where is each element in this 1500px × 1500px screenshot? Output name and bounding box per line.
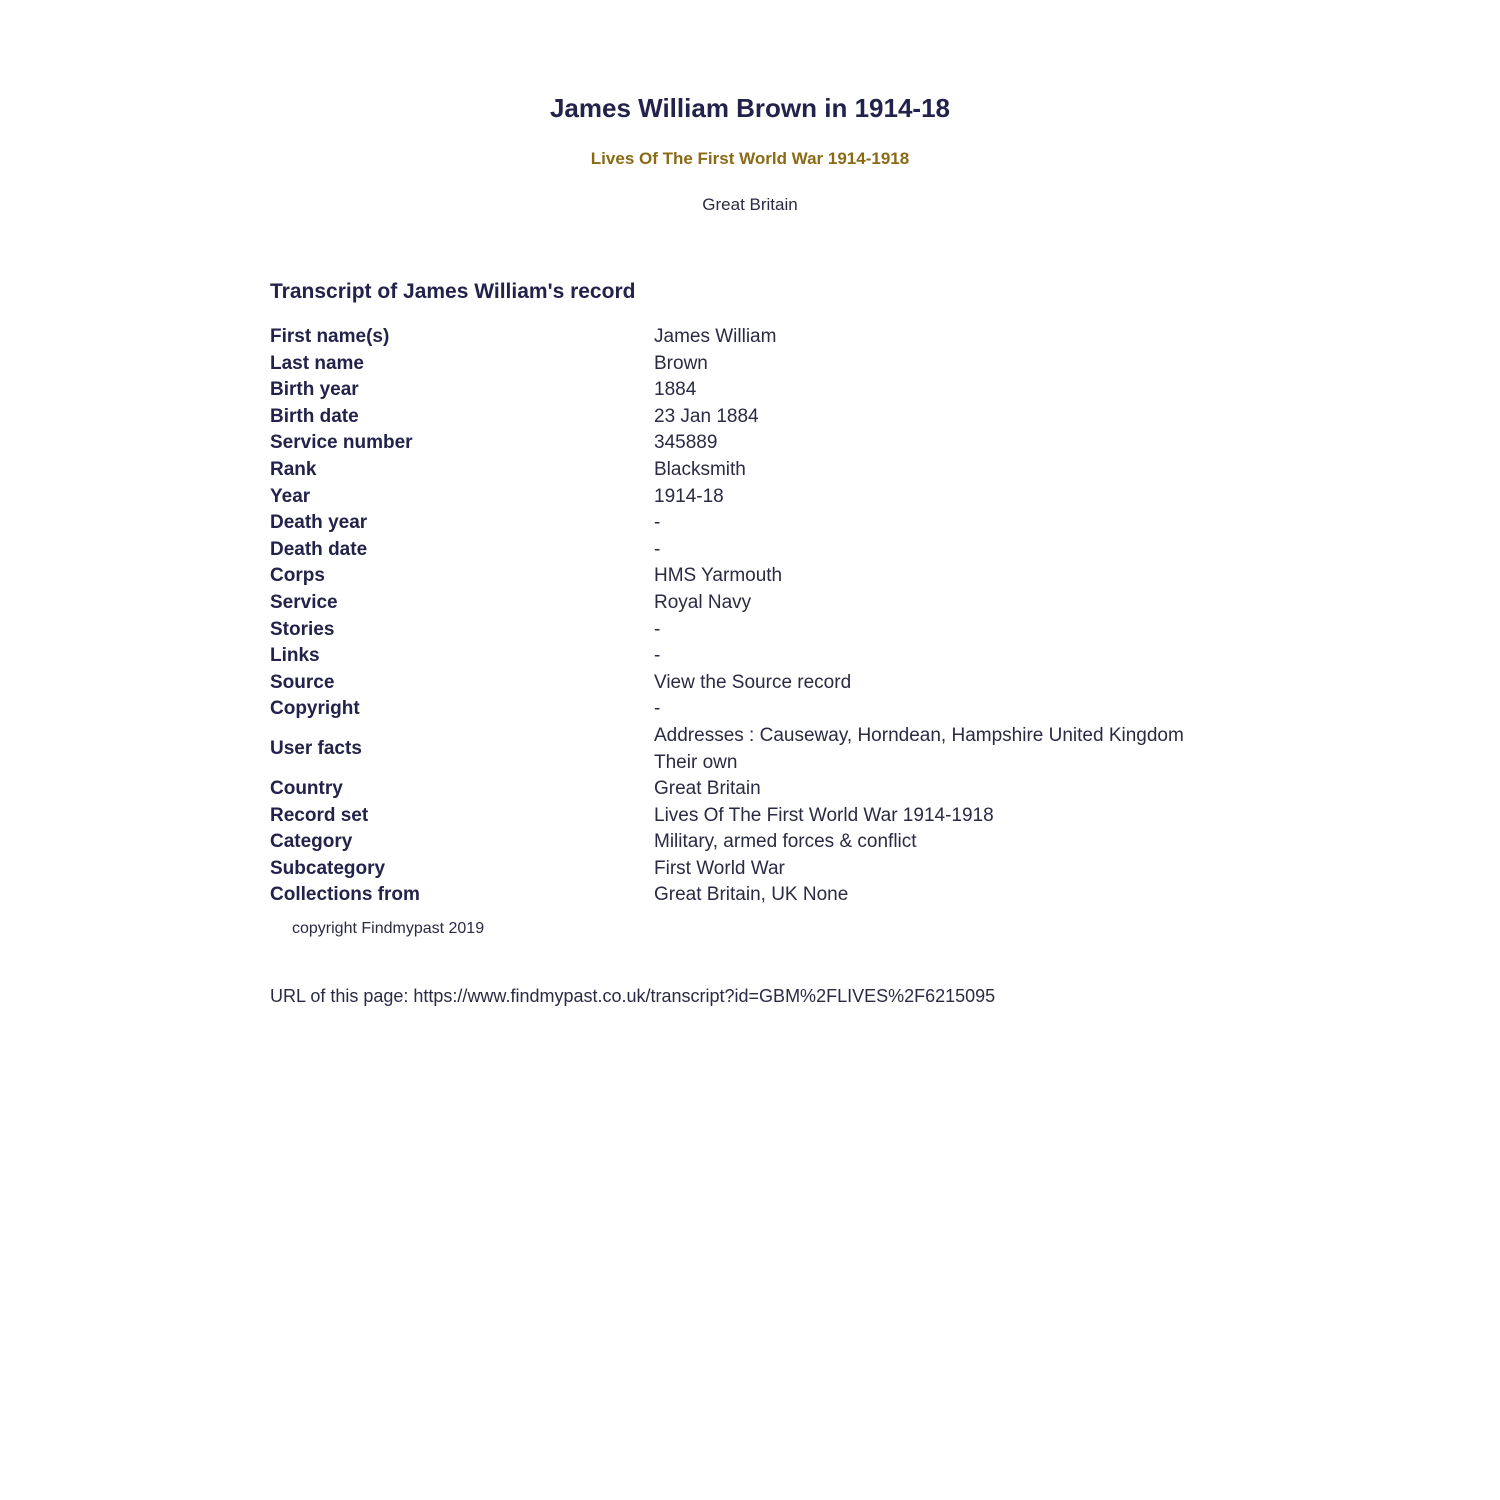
field-value bbox=[654, 537, 1230, 564]
field-label: Birth date bbox=[270, 405, 359, 427]
field-value bbox=[654, 404, 1230, 431]
table-row bbox=[270, 351, 1230, 378]
field-value-line: James William bbox=[654, 326, 777, 347]
field-label: First name(s) bbox=[270, 326, 390, 347]
field-value-line: - bbox=[654, 618, 661, 640]
field-value bbox=[654, 643, 1230, 670]
field-label: Corps bbox=[270, 565, 325, 587]
field-label: Source bbox=[270, 671, 335, 693]
field-value bbox=[654, 430, 1230, 457]
table-row bbox=[270, 537, 1230, 564]
table-row bbox=[270, 670, 1230, 697]
field-value-line: Royal Navy bbox=[654, 591, 752, 613]
field-value bbox=[654, 829, 1230, 856]
field-label: Service bbox=[270, 591, 338, 613]
field-value bbox=[654, 590, 1230, 617]
page-url: URL of this page: https://www.findmypast.co.uk/transcript?id=GBM%2FLIVES%2F6215095 bbox=[270, 986, 996, 1006]
field-label: Year bbox=[270, 485, 311, 507]
field-label: Links bbox=[270, 645, 320, 667]
field-value bbox=[654, 856, 1230, 883]
field-label: Death year bbox=[270, 512, 368, 534]
field-value-line: - bbox=[654, 512, 661, 534]
field-label: Country bbox=[270, 778, 343, 800]
field-value bbox=[654, 776, 1230, 803]
field-label: Copyright bbox=[270, 698, 360, 720]
field-value bbox=[654, 510, 1230, 537]
field-value-line: View the Source record bbox=[654, 671, 852, 693]
field-value bbox=[654, 723, 1230, 776]
field-value-line: Great Britain bbox=[654, 778, 761, 800]
table-row bbox=[270, 803, 1230, 830]
field-label: Death date bbox=[270, 538, 368, 560]
table-row bbox=[270, 617, 1230, 644]
field-value bbox=[654, 457, 1230, 484]
field-value-line: - bbox=[654, 698, 661, 720]
table-row bbox=[270, 563, 1230, 590]
field-value bbox=[654, 882, 1230, 909]
field-value-line: Their own bbox=[654, 751, 738, 773]
field-value bbox=[654, 351, 1230, 378]
transcript-table bbox=[270, 324, 1230, 909]
record-set-subtitle: Lives Of The First World War 1914-1918 bbox=[590, 149, 910, 168]
field-value-line: Addresses : Causeway, Horndean, Hampshire United Kingdom bbox=[654, 724, 1184, 746]
field-value bbox=[654, 484, 1230, 511]
table-row bbox=[270, 510, 1230, 537]
field-label: User facts bbox=[270, 738, 362, 760]
field-value-line: 23 Jan 1884 bbox=[654, 405, 759, 427]
page-title: James William Brown in 1914-18 bbox=[549, 93, 951, 123]
field-value bbox=[654, 803, 1230, 830]
table-row bbox=[270, 457, 1230, 484]
field-value-line: 1884 bbox=[654, 379, 697, 401]
table-row bbox=[270, 829, 1230, 856]
transcript-heading: Transcript of James William's record bbox=[270, 280, 636, 303]
field-value-line: First World War bbox=[654, 857, 785, 879]
table-row bbox=[270, 484, 1230, 511]
country-label: Great Britain bbox=[702, 195, 798, 214]
field-value bbox=[654, 563, 1230, 590]
table-row bbox=[270, 324, 1230, 351]
field-value-line: HMS Yarmouth bbox=[654, 565, 783, 587]
field-value-line: 1914-18 bbox=[654, 485, 724, 507]
field-label: Rank bbox=[270, 458, 317, 480]
field-label: Collections from bbox=[270, 884, 420, 906]
field-value-line: Brown bbox=[654, 352, 708, 374]
field-label: Last name bbox=[270, 352, 364, 374]
field-label: Birth year bbox=[270, 379, 359, 401]
table-row bbox=[270, 696, 1230, 723]
field-value-line: Great Britain, UK None bbox=[654, 884, 849, 906]
table-row bbox=[270, 856, 1230, 883]
field-label: Stories bbox=[270, 618, 335, 640]
field-label: Subcategory bbox=[270, 857, 386, 879]
field-value bbox=[654, 617, 1230, 644]
field-value bbox=[654, 696, 1230, 723]
field-value-line: 345889 bbox=[654, 432, 718, 454]
table-row bbox=[270, 882, 1230, 909]
field-value bbox=[654, 324, 1230, 351]
field-value-line: - bbox=[654, 645, 661, 667]
field-value bbox=[654, 377, 1230, 404]
field-value-line: Blacksmith bbox=[654, 458, 746, 480]
table-row bbox=[270, 430, 1230, 457]
table-row bbox=[270, 643, 1230, 670]
table-row bbox=[270, 377, 1230, 404]
table-row bbox=[270, 590, 1230, 617]
table-row bbox=[270, 723, 1230, 776]
field-label: Category bbox=[270, 831, 353, 853]
table-row bbox=[270, 404, 1230, 431]
field-label: Service number bbox=[270, 432, 413, 454]
field-value-line: Military, armed forces & conflict bbox=[654, 831, 917, 853]
field-value bbox=[654, 670, 1230, 697]
table-row bbox=[270, 776, 1230, 803]
copyright-notice: copyright Findmypast 2019 bbox=[292, 920, 485, 937]
field-value-line: - bbox=[654, 538, 661, 560]
field-label: Record set bbox=[270, 804, 369, 826]
field-value-line: Lives Of The First World War 1914-1918 bbox=[654, 804, 994, 826]
